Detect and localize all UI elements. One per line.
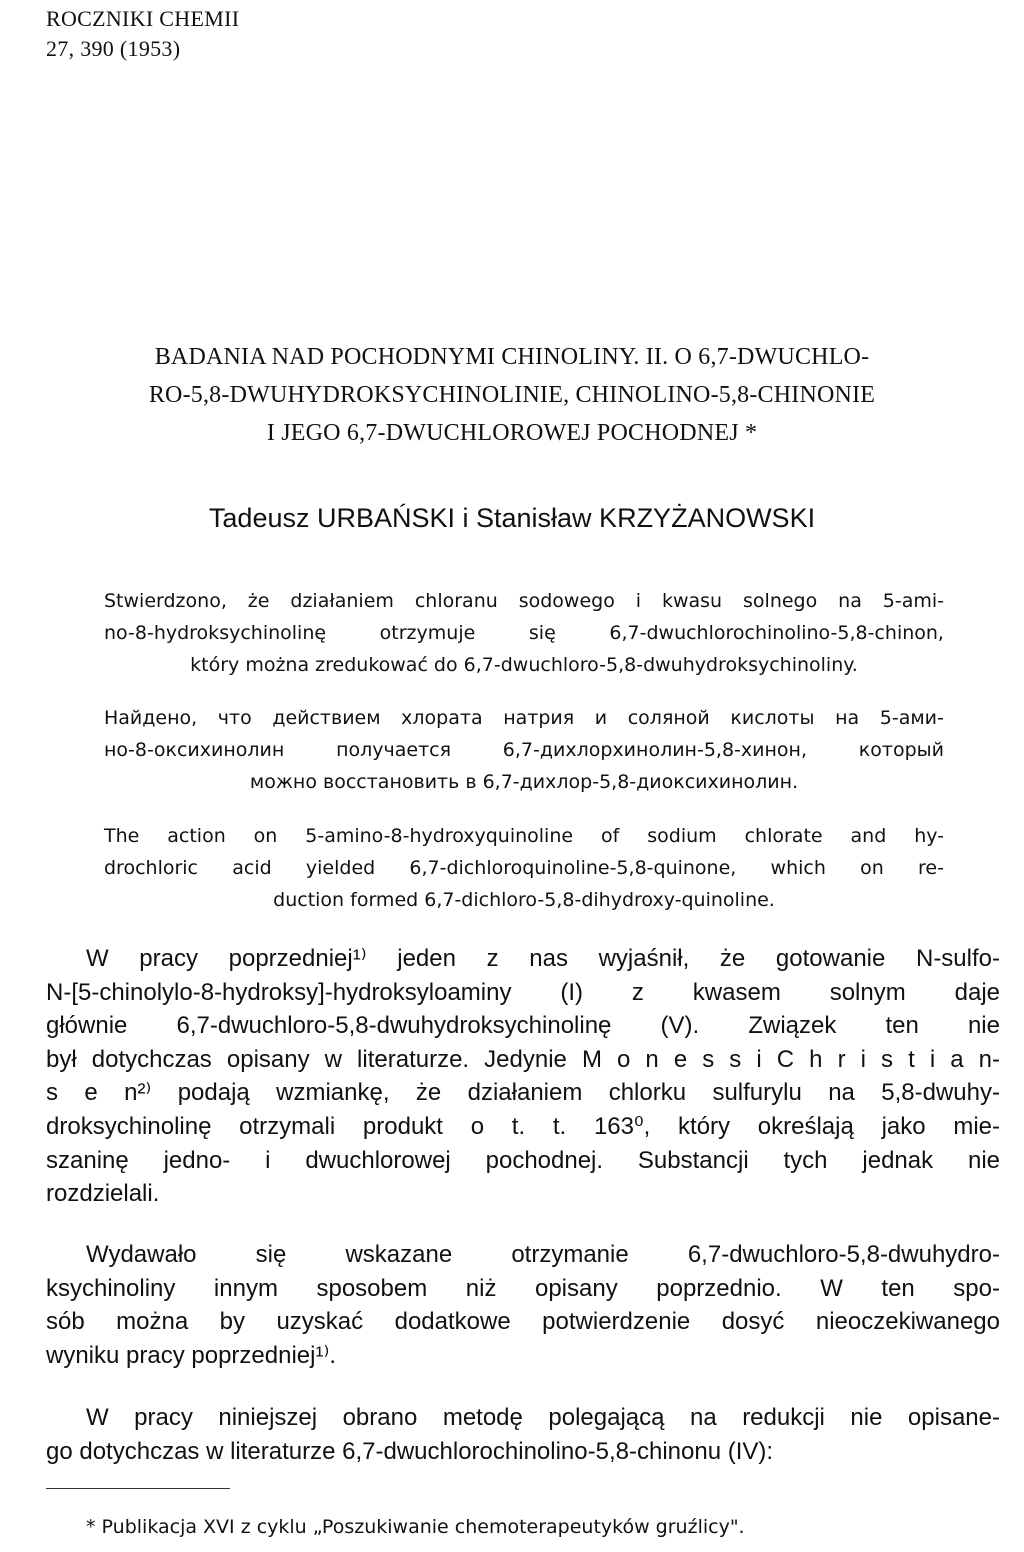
paragraph-1 — [46, 942, 1000, 1211]
paragraph-line: sób można by uzyskać dodatkowe potwierdzenie dosyć nieoczekiwanego — [46, 1308, 1000, 1336]
title-line: BADANIA NAD POCHODNYMI CHINOLINY. II. O 6,7-DWUCHLO- — [154, 344, 870, 370]
abstract-line: który można zredukować do 6,7-dwuchloro-5,8-dwuhydroksychinoliny. — [190, 654, 858, 676]
abstract-line: drochloric acid yielded 6,7-dichloroquinoline-5,8-quinone, which on re- — [104, 857, 944, 879]
title-line: RO-5,8-DWUHYDROKSYCHINOLINIE, CHINOLINO-5,8-CHINONIE — [148, 382, 876, 408]
article-authors: Tadeusz URBAŃSKI i Stanisław KRZYŻANOWSKI — [208, 503, 816, 533]
paragraph-line: szaninę jedno- i dwuchlorowej pochodnej. Substancji tych jednak nie — [46, 1146, 1000, 1174]
paragraph-line: N-[5-chinolylo-8-hydroksy]-hydroksyloaminy (I) z kwasem solnym daje — [46, 978, 1000, 1006]
paragraph-line: W pracy niniejszej obrano metodę polegającą na redukcji nie opisane- — [86, 1404, 1000, 1431]
paragraph-line: był dotychczas opisany w literaturze. Jedynie M o n e s s i C h r i s t i a n- — [46, 1045, 1000, 1073]
abstract-english — [104, 820, 944, 916]
paragraph-line: s e n²⁾ podają wzmiankę, że działaniem chlorku sulfurylu na 5,8-dwuhy- — [46, 1079, 1000, 1107]
abstract-line: The action on 5-amino-8-hydroxyquinoline of sodium chlorate and hy- — [104, 825, 944, 847]
paragraph-line: rozdzielali. — [46, 1180, 160, 1208]
paragraph-2 — [46, 1238, 1000, 1372]
title-line: I JEGO 6,7-DWUCHLOROWEJ POCHODNEJ * — [266, 420, 758, 446]
abstract-line: duction formed 6,7-dichloro-5,8-dihydroxy-quinoline. — [273, 889, 775, 911]
paragraph-line: droksychinolinę otrzymali produkt o t. t. 163⁰, który określają jako mie- — [46, 1112, 1000, 1140]
paragraph-line: W pracy poprzedniej¹⁾ jeden z nas wyjaśnił, że gotowanie N-sulfo- — [86, 945, 1000, 972]
footnote-separator — [46, 1488, 230, 1489]
paragraph-line: Wydawało się wskazane otrzymanie 6,7-dwuchloro-5,8-dwuhydro- — [86, 1241, 1000, 1268]
abstract-line: Stwierdzono, że działaniem chloranu sodowego i kwasu solnego na 5-ami- — [104, 590, 944, 612]
abstract-line: можно восстановить в 6,7-дихлор-5,8-диоксихинолин. — [249, 771, 799, 793]
paragraph-line: głównie 6,7-dwuchloro-5,8-dwuhydroksychinolinę (V). Związek ten nie — [46, 1012, 1000, 1040]
article-title — [40, 338, 984, 452]
abstract-line: но-8-оксихинолин получается 6,7-дихлорхинолин-5,8-хинон, который — [104, 739, 944, 761]
abstract-line: no-8-hydroksychinolinę otrzymuje się 6,7-dwuchlorochinolino-5,8-chinon, — [104, 622, 944, 644]
paragraph-3 — [46, 1401, 1000, 1468]
abstract-russian — [104, 702, 944, 798]
journal-name: ROCZNIKI CHEMII — [46, 6, 240, 31]
paragraph-line: ksychinoliny innym sposobem niż opisany poprzednio. W ten spo- — [46, 1274, 1000, 1302]
abstract-polish — [104, 585, 944, 681]
abstract-line: Найдено, что действием хлората натрия и соляной кислоты на 5-ами- — [104, 707, 944, 729]
footnote: * Publikacja XVI z cyklu „Poszukiwanie chemoterapeutyków gruźlicy". — [86, 1516, 745, 1538]
journal-header — [46, 4, 239, 64]
paragraph-line: go dotychczas w literaturze 6,7-dwuchlorochinolino-5,8-chinonu (IV): — [46, 1437, 774, 1465]
paragraph-line: wyniku pracy poprzedniej¹⁾. — [46, 1341, 337, 1369]
journal-citation: 27, 390 (1953) — [46, 36, 181, 61]
